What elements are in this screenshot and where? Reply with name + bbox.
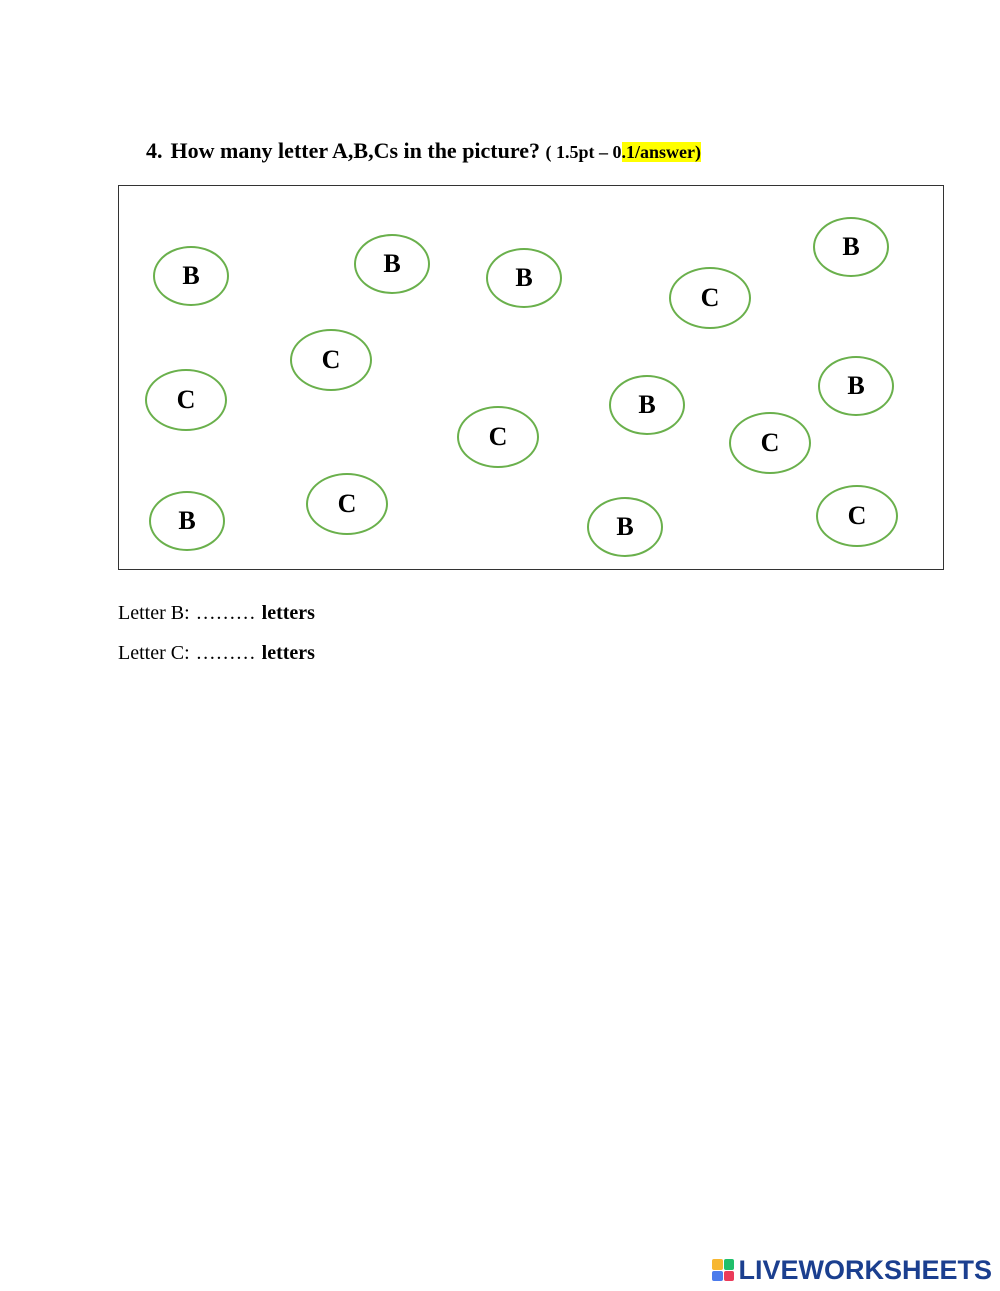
liveworksheets-logo[interactable] (712, 1255, 992, 1285)
answer-unit-c: letters (261, 642, 315, 664)
answer-label-b: Letter B: (118, 602, 190, 624)
letter-circle: C (457, 406, 539, 468)
answer-unit-b: letters (261, 602, 315, 624)
question-number: 4. (146, 138, 163, 163)
letter-circle: B (153, 246, 229, 306)
letter-circle: B (813, 217, 889, 277)
answer-blank-c[interactable]: ……… (195, 642, 256, 664)
letter-circle: C (290, 329, 372, 391)
letter-circle: B (149, 491, 225, 551)
letter-picture-box (118, 185, 944, 570)
question-text: How many letter A,B,Cs in the picture? (170, 138, 540, 163)
letter-circle: B (609, 375, 685, 435)
points-highlight: .1/answer) (621, 142, 701, 162)
letter-circle: B (587, 497, 663, 557)
letter-circle: C (669, 267, 751, 329)
question-heading (146, 138, 701, 164)
points-prefix: ( 1.5pt – 0 (545, 142, 622, 162)
answer-line-b (118, 602, 315, 625)
letter-circle: C (729, 412, 811, 474)
letter-circle: C (145, 369, 227, 431)
letter-circle: C (816, 485, 898, 547)
letter-circle: B (354, 234, 430, 294)
letter-circle: C (306, 473, 388, 535)
points-info (546, 142, 702, 162)
letter-circle: B (818, 356, 894, 416)
answer-line-c (118, 642, 315, 665)
answer-label-c: Letter C: (118, 642, 190, 664)
logo-text: LIVEWORKSHEETS (738, 1254, 992, 1285)
answer-blank-b[interactable]: ……… (195, 602, 256, 624)
logo-icon (712, 1259, 734, 1281)
letter-circle: B (486, 248, 562, 308)
